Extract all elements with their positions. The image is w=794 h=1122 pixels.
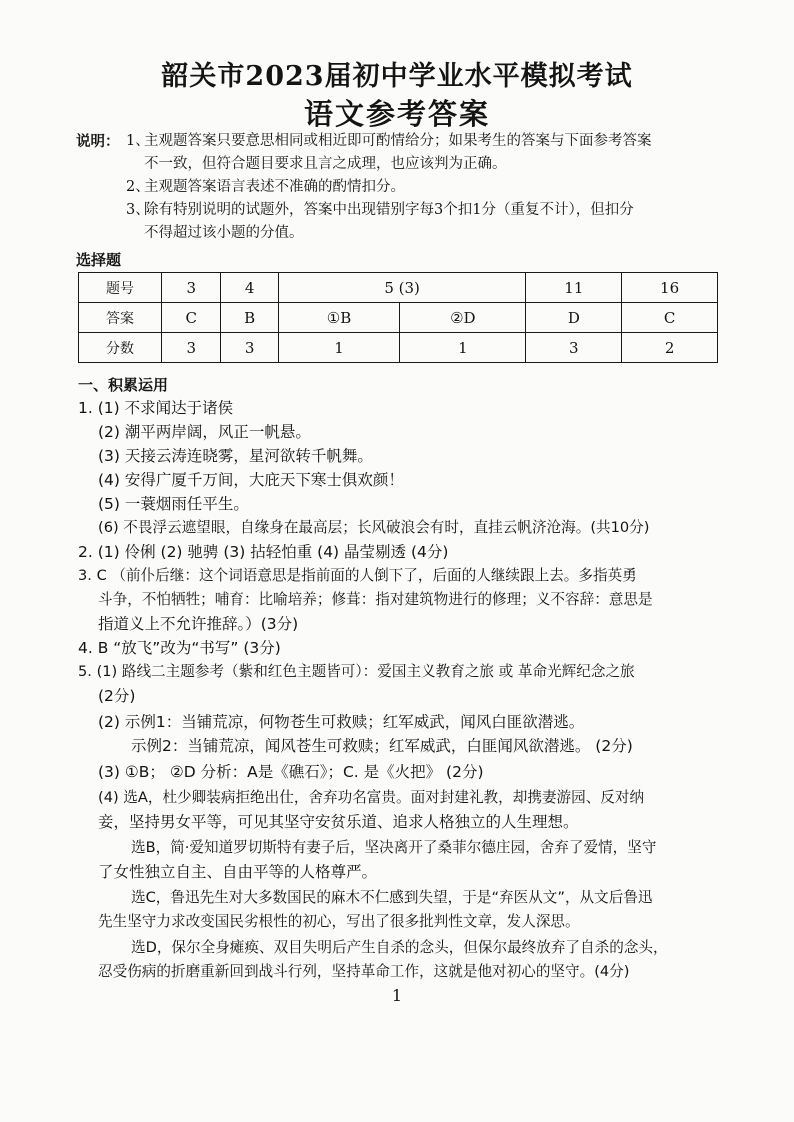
answer-line: (2分) <box>98 687 136 705</box>
instruction-item-1 <box>76 130 736 176</box>
row-label: 题号 <box>79 273 162 303</box>
instructions <box>76 130 736 245</box>
table-cell: 4 <box>221 273 278 303</box>
answer-line: (2) 潮平两岸阔，风正一帆悬。 <box>98 423 311 441</box>
table-cell: ①B <box>278 303 399 333</box>
page-number: 1 <box>391 986 403 1005</box>
table-cell: C <box>162 303 221 333</box>
answer-line: 选B，简·爱知道罗切斯特有妻子后，坚决离开了桑菲尔德庄园，舍弃了爱情，坚守 <box>131 839 657 856</box>
answer-line: 选D，保尔全身瘫痪、双目失明后产生自杀的念头，但保尔最终放弃了自杀的念头， <box>131 939 668 956</box>
table-cell: D <box>526 303 622 333</box>
answer-line: 选C，鲁迅先生对大多数国民的麻木不仁感到失望，于是“弃医从文”，从文后鲁迅 <box>131 889 653 906</box>
table-cell: C <box>622 303 718 333</box>
table-cell: 11 <box>526 273 622 303</box>
answer-line: 3. C （前仆后继：这个词语意思是指前面的人倒下了，后面的人继续跟上去。多指英勇 <box>78 567 637 584</box>
instruction-number: 2、 <box>126 179 150 195</box>
row-label: 答案 <box>79 303 162 333</box>
answer-line: 5. (1) 路线二主题参考（紫和红色主题皆可）：爱国主义教育之旅 或 革命光辉纪念之旅 <box>78 663 635 680</box>
answer-line: (5) 一蓑烟雨任平生。 <box>98 495 249 513</box>
table-cell: B <box>221 303 278 333</box>
answer-line: (2) 示例1：当铺荒凉，何物苍生可救赎；红军威武，闻风白匪欲潜逃。 <box>98 713 585 731</box>
table-cell: 3 <box>526 333 622 363</box>
table-cell: ②D <box>400 303 526 333</box>
instruction-number: 3、 <box>126 202 150 218</box>
answer-line: 先生坚守力求改变国民劣根性的初心，写出了很多批判性文章，发人深思。 <box>98 913 580 930</box>
table-row-scores <box>79 333 718 363</box>
table-cell: 5 (3) <box>278 273 526 303</box>
row-label: 分数 <box>79 333 162 363</box>
choice-section-heading: 选择题 <box>76 251 122 269</box>
table-cell: 16 <box>622 273 718 303</box>
answer-line: (4) 选A，杜少卿装病拒绝出仕，舍弃功名富贵。面对封建礼教，却携妻游园、反对纳 <box>98 789 645 806</box>
instruction-text-cont: 不一致，但符合题目要求且言之成理，也应该判为正确。 <box>144 156 507 172</box>
answer-line: (3) ①B； ②D 分析：A是《礁石》；C. 是《火把》 (2分) <box>98 763 484 781</box>
table-cell: 2 <box>622 333 718 363</box>
answer-line: 忍受伤病的折磨重新回到战斗行列，坚持革命工作，这就是他对初心的坚守。(4分) <box>98 963 630 980</box>
answer-table <box>78 272 718 363</box>
answer-line: 了女性独立自主、自由平等的人格尊严。 <box>98 863 378 881</box>
instruction-text: 主观题答案只要意思相同或相近即可酌情给分；如果考生的答案与下面参考答案 <box>144 133 652 149</box>
table-cell: 1 <box>278 333 399 363</box>
table-cell: 3 <box>162 273 221 303</box>
answer-line: 妾，坚持男女平等，可见其坚守安贫乐道、追求人格独立的人生理想。 <box>98 813 579 831</box>
table-cell: 3 <box>221 333 278 363</box>
answer-line: 指道义上不允许推辞。）(3分) <box>98 615 299 633</box>
exam-subtitle: 语文参考答案 <box>303 97 490 131</box>
answer-line: (4) 安得广厦千万间，大庇天下寒士俱欢颜！ <box>98 471 404 489</box>
instructions-lead: 说明： <box>76 133 120 150</box>
table-row-question-numbers <box>79 273 718 303</box>
instruction-item-3 <box>76 199 736 245</box>
answer-line: 1. (1) 不求闻达于诸侯 <box>78 399 234 417</box>
instruction-text: 除有特别说明的试题外，答案中出现错别字每3个扣1分（重复不计），但扣分 <box>144 202 634 218</box>
answer-line: 示例2：当铺荒凉，闻风苍生可救赎；红军威武，白匪闻风欲潜逃。 (2分) <box>131 737 633 755</box>
table-cell: 3 <box>162 333 221 363</box>
answer-line: (6) 不畏浮云遮望眼，自缘身在最高层；长风破浪会有时，直挂云帆济沧海。(共10分) <box>98 519 650 536</box>
table-cell: 1 <box>400 333 526 363</box>
answer-line: 4. B “放飞”改为“书写” (3分) <box>78 639 281 657</box>
table-row-answers <box>79 303 718 333</box>
answer-line: 2. (1) 伶俐 (2) 驰骋 (3) 拈轻怕重 (4) 晶莹剔透 (4分) <box>78 543 449 561</box>
instruction-item-2 <box>76 176 736 199</box>
section-heading: 一、积累运用 <box>78 376 169 394</box>
answer-line: 斗争，不怕牺牲；哺育：比喻培养；修葺：指对建筑物进行的修理；义不容辞：意思是 <box>98 591 653 608</box>
answer-line: (3) 天接云涛连晓雾，星河欲转千帆舞。 <box>98 447 373 465</box>
exam-title: 韶关市2023届初中学业水平模拟考试 <box>161 61 633 92</box>
instruction-text: 主观题答案语言表述不准确的酌情扣分。 <box>144 179 405 195</box>
instruction-text-cont: 不得超过该小题的分值。 <box>144 225 304 241</box>
instruction-number: 1、 <box>126 133 150 149</box>
